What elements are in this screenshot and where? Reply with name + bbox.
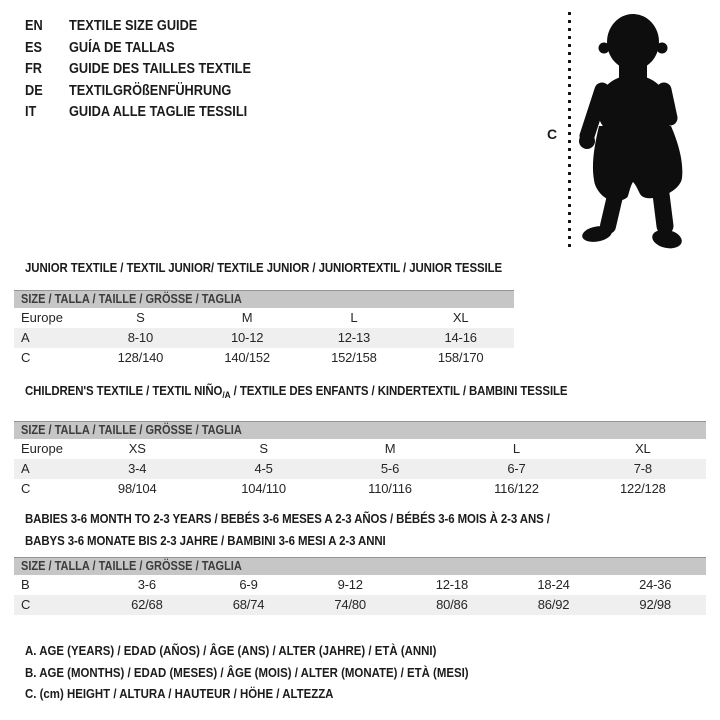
table-cell: 104/110 [241, 481, 286, 496]
table-cell: 128/140 [117, 350, 164, 365]
row-label: Europe [21, 310, 63, 325]
table-cell: 110/116 [368, 481, 412, 496]
junior-size-table [14, 290, 720, 368]
table-cell: 140/152 [224, 350, 270, 365]
legend-note-text: A. AGE (YEARS) / EDAD (AÑOS) / ÂGE (ANS) / ALTER (JAHRE) / ETÀ (ANNI) [25, 643, 437, 658]
table-cell: S [136, 310, 145, 325]
language-code: ES [25, 39, 43, 56]
children-size-table [14, 421, 720, 499]
table-cell: 6-7 [507, 461, 526, 476]
language-guide-title: GUIDE DES TAILLES TEXTILE [69, 61, 251, 77]
table-cell: 18-24 [537, 577, 570, 592]
row-label: B [21, 577, 30, 592]
babies-size-table [14, 557, 720, 615]
table-cell: 9-12 [337, 577, 363, 592]
table-cell: XL [452, 310, 469, 325]
height-measure-dotted-line [568, 12, 571, 250]
table-cell: 158/170 [437, 350, 484, 365]
table-cell: 14-16 [444, 330, 477, 345]
row-label: A [21, 461, 30, 476]
table-cell: L [350, 310, 358, 325]
language-code: IT [25, 104, 37, 120]
table-row [14, 328, 514, 348]
language-row [25, 102, 276, 124]
table-cell: 74/80 [334, 597, 366, 612]
table-row [14, 595, 706, 615]
height-measure-label: C [547, 126, 558, 142]
table-row [14, 308, 514, 328]
table-row [14, 348, 514, 368]
legend-note-a [25, 640, 529, 662]
table-cell: 3-6 [137, 577, 156, 592]
junior-textile-section [14, 257, 720, 368]
table-cell: 10-12 [231, 330, 264, 345]
size-header-bar: SIZE / TALLA / TAILLE / GRÖSSE / TAGLIA [14, 421, 706, 439]
language-row [25, 81, 276, 103]
size-header-bar: SIZE / TALLA / TAILLE / GRÖSSE / TAGLIA [14, 557, 706, 575]
toddler-silhouette-icon [575, 8, 715, 253]
table-cell: 4-5 [254, 461, 273, 476]
language-code: DE [25, 82, 43, 99]
table-cell: 116/122 [494, 481, 539, 496]
row-label: C [21, 481, 31, 496]
table-cell: M [241, 310, 253, 325]
table-body [14, 308, 514, 368]
table-cell: XL [635, 441, 651, 456]
table-cell: L [512, 441, 520, 456]
children-textile-section [14, 380, 720, 499]
row-label: Europe [21, 441, 63, 456]
language-row [25, 16, 276, 38]
table-cell: 92/98 [639, 597, 671, 612]
table-cell: 12-18 [435, 577, 468, 592]
table-cell: M [384, 441, 396, 456]
language-row [25, 59, 276, 81]
section-title: BABIES 3-6 MONTH TO 2-3 YEARS / BEBÉS 3-6 MESES A 2-3 AÑOS / BÉBÉS 3-6 MOIS À 2-3 ANS / BABYS 3-6 MONATE BIS 2-3 JAHRE / BAMBINI 3-6 MESI A 2-3 ANNI [25, 511, 550, 548]
language-guide-title: TEXTILGRÖßENFÜHRUNG [69, 82, 232, 99]
legend-note-b [25, 662, 529, 684]
section-title: JUNIOR TEXTILE / TEXTIL JUNIOR/ TEXTILE JUNIOR / JUNIORTEXTIL / JUNIOR TESSILE [25, 260, 503, 275]
table-cell: 68/74 [232, 597, 265, 612]
babies-textile-section [14, 508, 720, 615]
legend-note-text: C. (cm) HEIGHT / ALTURA / HAUTEUR / HÖHE / ALTEZZA [25, 686, 334, 701]
table-cell: 86/92 [537, 597, 570, 612]
table-body [14, 439, 706, 499]
table-cell: 152/158 [331, 350, 377, 365]
table-row [14, 459, 706, 479]
table-row [14, 479, 706, 499]
table-cell: 12-13 [337, 330, 370, 345]
language-row [25, 38, 276, 60]
table-cell: 24-36 [639, 577, 672, 592]
language-guide-title: GUIDA ALLE TAGLIE TESSILI [69, 104, 248, 120]
table-cell: 80/86 [436, 597, 468, 612]
legend-notes [25, 640, 529, 705]
language-code: EN [25, 18, 43, 34]
row-label: A [21, 330, 30, 345]
table-cell: 62/68 [131, 597, 163, 612]
row-label: C [21, 350, 31, 365]
section-title: CHILDREN'S TEXTILE / TEXTIL $NIÑO_{/A}$ / TEXTILE DES ENFANTS / KINDERTEXTIL / BAMBINI TESSILE [25, 383, 568, 401]
table-cell: S [259, 441, 268, 456]
language-list [25, 16, 276, 124]
table-row [14, 439, 706, 459]
table-cell: 98/104 [117, 481, 157, 496]
table-cell: 5-6 [380, 461, 400, 476]
table-cell: 122/128 [620, 481, 666, 496]
language-code: FR [25, 61, 43, 77]
language-guide-title: TEXTILE SIZE GUIDE [69, 18, 198, 34]
table-body [14, 575, 706, 615]
table-cell: 8-10 [127, 330, 153, 345]
language-guide-title: GUÍA DE TALLAS [69, 39, 175, 56]
table-row [14, 575, 706, 595]
legend-note-c [25, 683, 529, 705]
table-cell: 7-8 [633, 461, 652, 476]
table-cell: 6-9 [239, 577, 258, 592]
size-header-bar: SIZE / TALLA / TAILLE / GRÖSSE / TAGLIA [14, 290, 514, 308]
row-label: C [21, 597, 31, 612]
legend-note-text: B. AGE (MONTHS) / EDAD (MESES) / ÂGE (MOIS) / ALTER (MONATE) / ETÀ (MESI) [25, 664, 469, 680]
table-cell: 3-4 [128, 461, 147, 476]
table-cell: XS [128, 441, 146, 456]
